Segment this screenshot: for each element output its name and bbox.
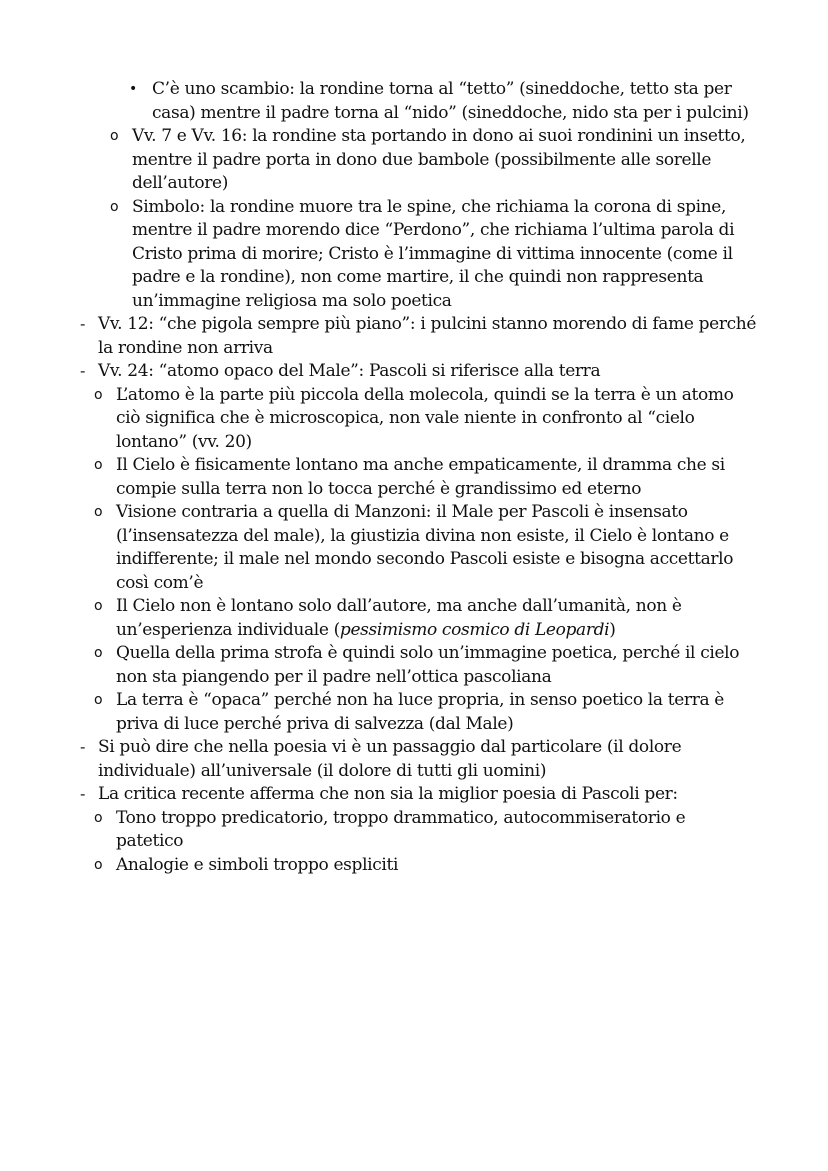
dash-marker: - [80, 785, 86, 803]
list-item-text: Visione contraria a quella di Manzoni: il Male per Pascoli è insensato (l’insensatezza del male), la giustizia divina non esiste, il Cielo è lontano e indifferente; il male nel mondo secondo Pascoli esiste e bisogna accettarlo così com’è [116, 502, 734, 593]
list-item-text: Simbolo: la rondine muore tra le spine, che richiama la corona di spine, mentre il padre morendo dice “Perdono”, che richiama l’ultima parola di Cristo prima di morire; Cristo è l’immagine di vittima innocente (come il padre e la rondine), non come martire, il che quindi non rappresenta un’immagine religiosa ma solo poetica [132, 196, 735, 311]
list-item [94, 807, 756, 854]
list-item-text: Analogie e simboli troppo espliciti [116, 854, 399, 875]
list-item-text: Vv. 24: “atomo opaco del Male”: Pascoli si riferisce alla terra [98, 361, 601, 381]
bullet-marker: • [129, 81, 137, 97]
list-item [94, 595, 756, 642]
list-item-text-after: ) [609, 619, 616, 640]
list-item [129, 78, 758, 125]
list-item [80, 783, 758, 807]
circle-marker: o [94, 598, 103, 614]
list-item [94, 642, 756, 689]
circle-marker: o [110, 198, 119, 215]
list-item [110, 125, 756, 196]
list-item [110, 196, 756, 314]
list-item [94, 454, 756, 501]
circle-marker: o [110, 128, 119, 144]
list-item-text: Tono troppo predicatorio, troppo drammatico, autocommiseratorio e patetico [116, 807, 686, 851]
list-item-text: Quella della prima strofa è quindi solo un’immagine poetica, perché il cielo non sta piangendo per il padre nell’ottica pascoliana [116, 643, 740, 687]
circle-marker: o [94, 386, 103, 403]
list-item [80, 313, 758, 360]
list-item-text: C’è uno scambio: la rondine torna al “tetto” (sineddoche, tetto sta per casa) mentre il padre torna al “nido” (sineddoche, nido sta per i pulcini) [152, 79, 749, 123]
list-item [94, 501, 756, 595]
list-item-text: Si può dire che nella poesia vi è un passaggio dal particolare (il dolore individuale) all’universale (il dolore di tutti gli uomini) [98, 737, 682, 781]
list-item-text: L’atomo è la parte più piccola della molecola, quindi se la terra è un atomo ciò significa che è microscopica, non vale niente in confronto al “cielo lontano” (vv. 20) [116, 384, 734, 452]
circle-marker: o [94, 457, 103, 473]
circle-marker: o [94, 692, 103, 708]
list-item-text: Il Cielo è fisicamente lontano ma anche empaticamente, il dramma che si compie sulla terra non lo tocca perché è grandissimo ed eterno [116, 455, 725, 499]
list-item [80, 736, 758, 783]
list-item-italic-text: pessimismo cosmico di Leopardi [339, 619, 610, 640]
list-item [94, 854, 756, 878]
circle-marker: o [94, 504, 103, 520]
circle-marker: o [94, 645, 103, 661]
list-item-text: Vv. 7 e Vv. 16: la rondine sta portando in dono ai suoi rondinini un insetto, mentre il padre porta in dono due bambole (possibilmente alle sorelle dell’autore) [132, 126, 746, 193]
list-item-text: La terra è “opaca” perché non ha luce propria, in senso poetico la terra è priva di luce perché priva di salvezza (dal Male) [116, 690, 725, 734]
list-item-text: La critica recente afferma che non sia la miglior poesia di Pascoli per: [98, 784, 678, 804]
document-page [0, 78, 828, 877]
circle-marker: o [94, 809, 103, 826]
dash-marker: - [80, 362, 86, 380]
circle-marker: o [94, 856, 103, 873]
dash-marker: - [80, 315, 86, 333]
list-item-text: Vv. 12: “che pigola sempre più piano”: i pulcini stanno morendo di fame perché la rondine non arriva [98, 314, 757, 358]
list-item [94, 384, 756, 455]
list-item [94, 689, 756, 736]
list-item [80, 360, 758, 384]
dash-marker: - [80, 738, 86, 756]
list-item-text: Il Cielo non è lontano solo dall’autore, ma anche dall’umanità, non è un’esperienza individuale ( [116, 596, 682, 640]
